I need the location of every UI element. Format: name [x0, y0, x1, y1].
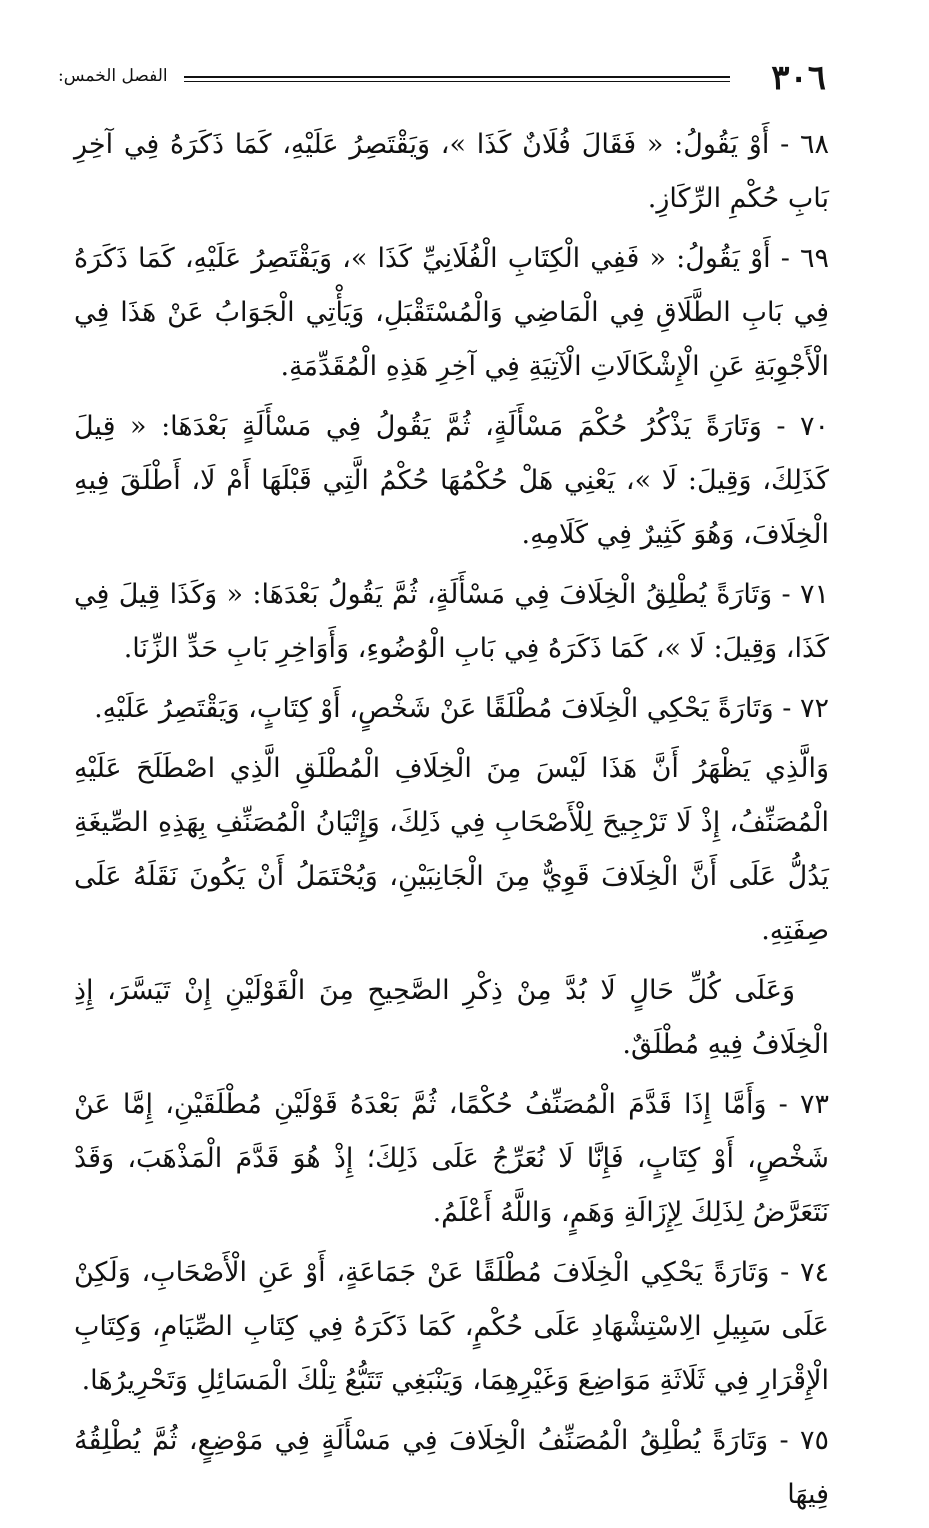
body-text	[74, 118, 829, 1528]
paragraph-72-comment: وَالَّذِي يَظْهَرُ أَنَّ هَذَا لَيْسَ مِنَ الْخِلَافِ الْمُطْلَقِ الَّذِي اصْطَلَحَ عَلَيْهِ الْمُصَنِّفُ، إِذْ لَا تَرْجِيحَ لِلْأَصْحَابِ فِي ذَلِكَ، وَإِتْيَانُ الْمُصَنِّفِ بِهَذِهِ الصِّيغَةِ يَدُلُّ عَلَى أَنَّ الْخِلَافَ قَوِيٌّ مِنَ الْجَانِبَيْنِ، وَيُحْتَمَلُ أَنْ يَكُونَ نَقَلَهُ عَلَى صِفَتِهِ.	[74, 753, 829, 946]
paragraph-71: ٧١ - وَتَارَةً يُطْلِقُ الْخِلَافَ فِي مَسْأَلَةٍ، ثُمَّ يَقُولُ بَعْدَهَا: « وَكَذَا قِيلَ فِي كَذَا، وَقِيلَ: لَا »، كَمَا ذَكَرَهُ فِي بَابِ الْوُضُوءِ، وَأَوَاخِرِ بَابِ حَدِّ الزِّنَا.	[74, 579, 829, 664]
chapter-title: الفصل الخمس:	[58, 66, 168, 86]
paragraph-69: ٦٩ - أَوْ يَقُولُ: « فَفِي الْكِتَابِ الْفُلَانِيِّ كَذَا »، وَيَقْتَصِرُ عَلَيْهِ، كَمَا ذَكَرَهُ فِي بَابِ الطَّلَاقِ فِي الْمَاضِي وَالْمُسْتَقْبَلِ، وَيَأْتِي الْجَوَابُ عَنْ هَذَا فِي الْأَجْوِبَةِ عَنِ الْإِشْكَالَاتِ الْآتِيَةِ فِي آخِرِ هَذِهِ الْمُقَدِّمَةِ.	[74, 243, 829, 382]
paragraph-74: ٧٤ - وَتَارَةً يَحْكِي الْخِلَافَ مُطْلَقًا عَنْ جَمَاعَةٍ، أَوْ عَنِ الْأَصْحَابِ، وَلَكِنْ عَلَى سَبِيلِ الِاسْتِشْهَادِ عَلَى حُكْمٍ، كَمَا ذَكَرَهُ فِي كِتَابِ الصِّيَامِ، وَكِتَابِ الْإِقْرَارِ فِي ثَلَاثَةِ مَوَاضِعَ وَغَيْرِهِمَا، وَيَنْبَغِي تَتَبُّعُ تِلْكَ الْمَسَائِلِ وَتَحْرِيرُهَا.	[74, 1257, 829, 1396]
header-rule	[184, 76, 730, 78]
running-header	[58, 58, 826, 98]
paragraph-70: ٧٠ - وَتَارَةً يَذْكُرُ حُكْمَ مَسْأَلَةٍ، ثُمَّ يَقُولُ فِي مَسْأَلَةٍ بَعْدَهَا: « قِيلَ كَذَلِكَ، وَقِيلَ: لَا »، يَعْنِي هَلْ حُكْمُهَا حُكْمُ الَّتِي قَبْلَهَا أَمْ لَا، أَطْلَقَ فِيهِ الْخِلَافَ، وَهُوَ كَثِيرٌ فِي كَلَامِهِ.	[74, 411, 829, 550]
paragraph-75: ٧٥ - وَتَارَةً يُطْلِقُ الْمُصَنِّفُ الْخِلَافَ فِي مَسْأَلَةٍ فِي مَوْضِعٍ، ثُمَّ يُطْلِقُهُ فِيهَا	[74, 1425, 829, 1510]
paragraph-72-conclusion: وَعَلَى كُلِّ حَالٍ لَا بُدَّ مِنْ ذِكْرِ الصَّحِيحِ مِنَ الْقَوْلَيْنِ إِنْ تَيَسَّرَ، إِذِ الْخِلَافُ فِيهِ مُطْلَقٌ.	[74, 975, 829, 1060]
paragraph-68: ٦٨ - أَوْ يَقُولُ: « فَقَالَ فُلَانٌ كَذَا »، وَيَقْتَصِرُ عَلَيْهِ، كَمَا ذَكَرَهُ فِي آخِرِ بَابِ حُكْمِ الرِّكَازِ.	[74, 129, 829, 214]
paragraph-73: ٧٣ - وَأَمَّا إِذَا قَدَّمَ الْمُصَنِّفُ حُكْمًا، ثُمَّ بَعْدَهُ قَوْلَيْنِ مُطْلَقَيْنِ، إِمَّا عَنْ شَخْصٍ، أَوْ كِتَابٍ، فَإِنَّا لَا نُعَرِّجُ عَلَى ذَلِكَ؛ إِذْ هُوَ قَدَّمَ الْمَذْهَبَ، وَقَدْ نَتَعَرَّضُ لِذَلِكَ لِإِزَالَةِ وَهَمٍ، وَاللَّهُ أَعْلَمُ.	[74, 1089, 829, 1228]
paragraph-72: ٧٢ - وَتَارَةً يَحْكِي الْخِلَافَ مُطْلَقًا عَنْ شَخْصٍ، أَوْ كِتَابٍ، وَيَقْتَصِرُ عَلَيْهِ.	[94, 693, 829, 724]
page-number: ٣٠٦	[771, 58, 826, 98]
